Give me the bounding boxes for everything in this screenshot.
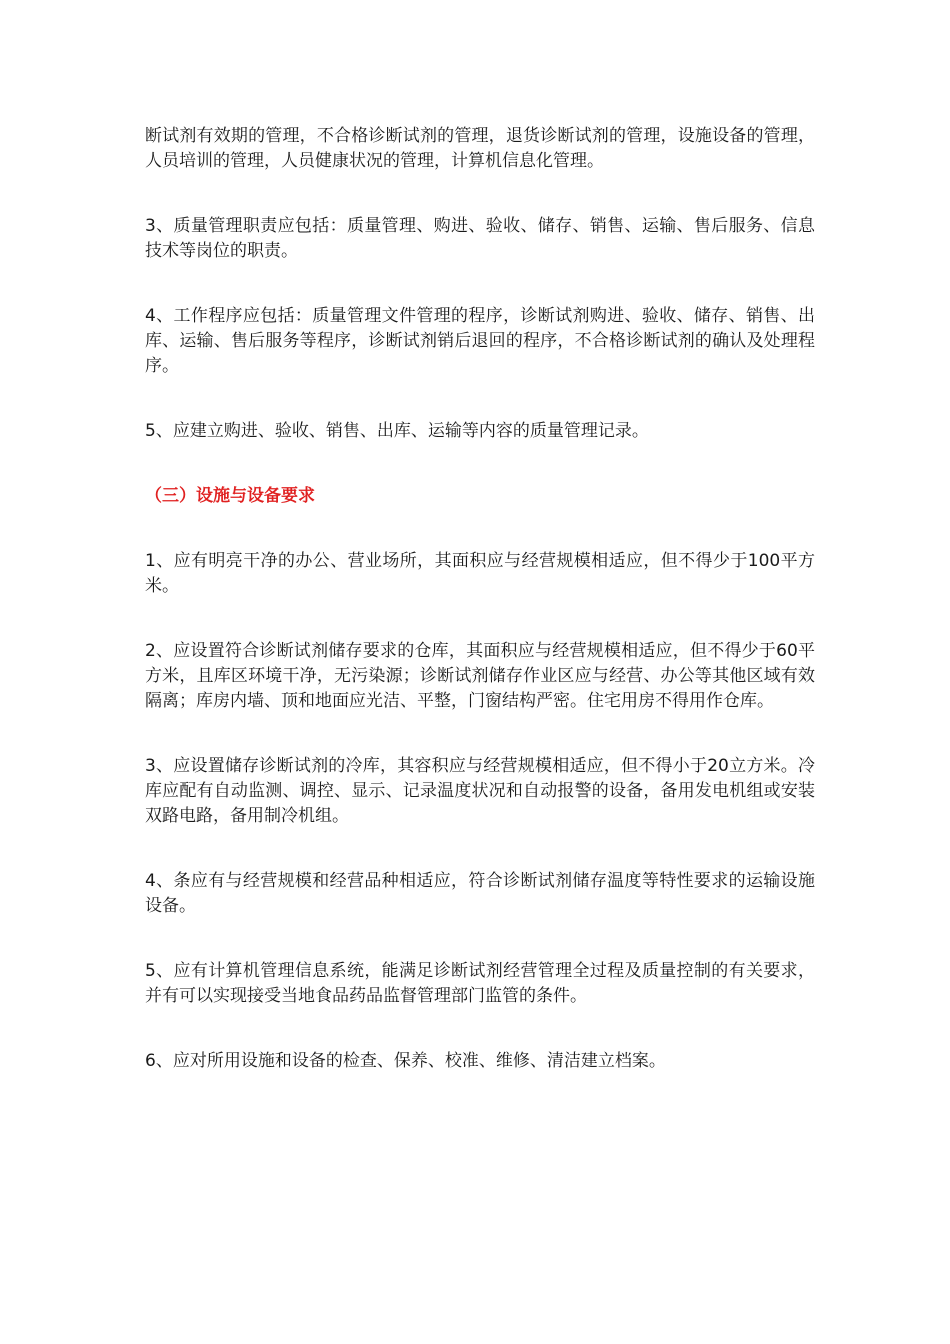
paragraph-cold-storage: 3、应设置储存诊断试剂的冷库，其容积应与经营规模相适应，但不得小于20立方米。冷库应配有自动监测、调控、显示、记录温度状况和自动报警的设备，备用发电机组或安装双路电路，备用制冷机组。 (145, 756, 815, 826)
document-body (145, 124, 815, 1114)
paragraph-warehouse: 2、应设置符合诊断试剂储存要求的仓库，其面积应与经营规模相适应，但不得少于60平方米，且库区环境干净，无污染源；诊断试剂储存作业区应与经营、办公等其他区域有效隔离；库房内墙、顶和地面应光洁、平整，门窗结构严密。住宅用房不得用作仓库。 (145, 641, 815, 711)
paragraph-office-space: 1、应有明亮干净的办公、营业场所，其面积应与经营规模相适应，但不得少于100平方米。 (145, 551, 815, 596)
section-heading: （三）设施与设备要求 (145, 486, 315, 506)
paragraph-quality-duties: 3、质量管理职责应包括：质量管理、购进、验收、储存、销售、运输、售后服务、信息技术等岗位的职责。 (145, 216, 815, 261)
paragraph-computer-system: 5、应有计算机管理信息系统，能满足诊断试剂经营管理全过程及质量控制的有关要求，并有可以实现接受当地食品药品监督管理部门监管的条件。 (145, 961, 815, 1006)
paragraph-quality-records: 5、应建立购进、验收、销售、出库、运输等内容的质量管理记录。 (145, 421, 649, 441)
paragraph-equipment-records: 6、应对所用设施和设备的检查、保养、校准、维修、清洁建立档案。 (145, 1051, 666, 1071)
paragraph-continuation: 断试剂有效期的管理，不合格诊断试剂的管理，退货诊断试剂的管理，设施设备的管理，人员培训的管理，人员健康状况的管理，计算机信息化管理。 (145, 126, 815, 171)
paragraph-transport: 4、条应有与经营规模和经营品种相适应，符合诊断试剂储存温度等特性要求的运输设施设备。 (145, 871, 815, 916)
paragraph-work-procedures: 4、工作程序应包括：质量管理文件管理的程序，诊断试剂购进、验收、储存、销售、出库、运输、售后服务等程序，诊断试剂销后退回的程序，不合格诊断试剂的确认及处理程序。 (145, 306, 815, 376)
